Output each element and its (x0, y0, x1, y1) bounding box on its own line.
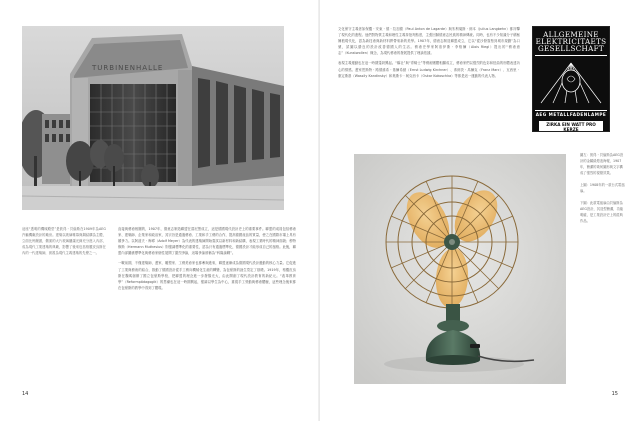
poster-title-line-1: ALLGEMEINE (543, 30, 599, 39)
left-page-number: 14 (22, 391, 29, 397)
fan-caption-top: 上圖：1908年的一款台式電風扇。 (580, 183, 625, 193)
svg-text:TURBINENHALLE: TURBINENHALLE (92, 64, 164, 72)
aeg-poster (532, 26, 610, 132)
right-body-paragraph-1: 文化保守主義者如保羅・安東・德・拉加德（Paul Anton de Lagarde）與朱利葉斯・朗本（Julius Langbehn）都抨擊了現代化的進程。他們對物質主義和理性主義持批判態度，主張回歸德意志民族的精神傳統。同時，也有不少知識分子積極擁抱現代化，認為新技術與新材料將帶來新的美學。1907年，德意志制造聯盟成立，它以“從沙發靠墊到城市規劃”為口號，試圖以優良的設計改善德國人的生活。藝術史學家阿洛伊斯・李格爾（Alois Riegl）提出的“藝術意志”（Kunstwollen）概念，為現代藝術的發展提供了理論依據。 (338, 27, 520, 56)
poster-title-line-3: GESELLSCHAFT (538, 43, 604, 53)
right-page-number: 15 (611, 391, 618, 397)
poster-title (535, 32, 607, 56)
left-body-paragraph-1: 直接與藝術相關的，1907年，德意志制造聯盟在慕尼黑成立，這是德國現代設計史上的重要事件。聯盟的成員包括藝術家、建築師、企業家和政治家，其宗旨是通過藝術、工業和手工藝的合作，提高德國產品的質量，使之在國際市場上具有競爭力。以阿道夫・梅耶（Adolf Meyer）為代表的建築師開始嘗試以新材料和新結構，表現工業時代的精神面貌；穆特修斯（Hermann Muthesius）則強調標準化的重要性，認為只有通過標準化，德國設計才能形成自己的風格。此後，聯盟內部圍繞標準化與藝術家個性展開了激烈爭論，這場爭論被稱為“科隆論戰”。 (118, 227, 296, 256)
fan-caption-bottom: 下圖：此款電風扇由貝倫斯為AEG設計，其造型簡潔，功能明確，是工業設計史上的經典作品。 (580, 201, 624, 223)
poster-caption: 圖左：彼得・貝倫斯為AEG設計的金屬絲燈泡海報，1907年，簡潔的幾何圖形與文字構成了強烈的視覺效果。 (580, 153, 624, 175)
fan-photo (354, 154, 566, 384)
poster-bottom-text: ZIRKA EIN WATT PRO KERZE (539, 121, 603, 132)
electric-fan-image (354, 154, 566, 384)
right-body (338, 26, 520, 83)
left-caption (22, 226, 106, 260)
poster-subtitle: AEG METALLFADENLAMPE (535, 112, 607, 117)
right-body-paragraph-2: 表現主義運動也在這一時期蓬勃興起。“橋社”與“青騎士”等藝術團體相繼成立，藝術家們以強烈的色彩和扭曲的形體表達內心的情感。畫家恩斯特・路德維希・基爾希納（Ernst Ludwig Kirchner）、弗朗茨・馬爾克（Franz Marc）、瓦西里・康定斯基（Wassily Kandinsky）和奧斯卡・柯克西卡（Oskar Kokoschka）等都是這一運動的代表人物。 (338, 61, 520, 78)
poster-title-line-2: ELEKTRICITAETS (535, 36, 607, 46)
left-body (118, 226, 296, 295)
lamp-rays-graphic (533, 57, 609, 107)
right-captions (580, 152, 626, 230)
right-page (320, 0, 640, 421)
turbine-factory-image (22, 26, 284, 210)
factory-photo (22, 26, 284, 210)
left-body-paragraph-2: 一戰前期，不僅建築師，畫家、雕塑家、工藝美術家也都參與進來，聯盟逐漸成為德國現代設計運動的核心力量。它促進了工業與藝術的結合，推動了德國設計從手工藝向機械化生產的轉變，為包豪斯的誕生奠定了基礎。1919年，格羅皮烏斯在魏瑪創辦了國立包豪斯學校，把聯盟的理念進一步發揚光大，由此開創了現代設計教育的新紀元。“改革教育學”（Reformpädagogik）的思潮也在這一時期興起，強調以學生為中心，重視手工勞動與藝術體驗，這些理念後來都在包豪斯的教學中得到了體現。 (118, 261, 296, 290)
left-caption-text: 這座“透明的機械殿堂”是彼得・貝倫斯在1909年為AEG汽輪機廠設計的廠房。建築以玻璃帷幕與鋼結構為主體，立面比例嚴謹，側面的大片玻璃牆讓光線充分進入內部，成為現代工業建築的典範，影響了後來包括格羅皮烏斯在內的一代建築師，被視為現代主義建築的先聲之一。 (22, 227, 106, 256)
